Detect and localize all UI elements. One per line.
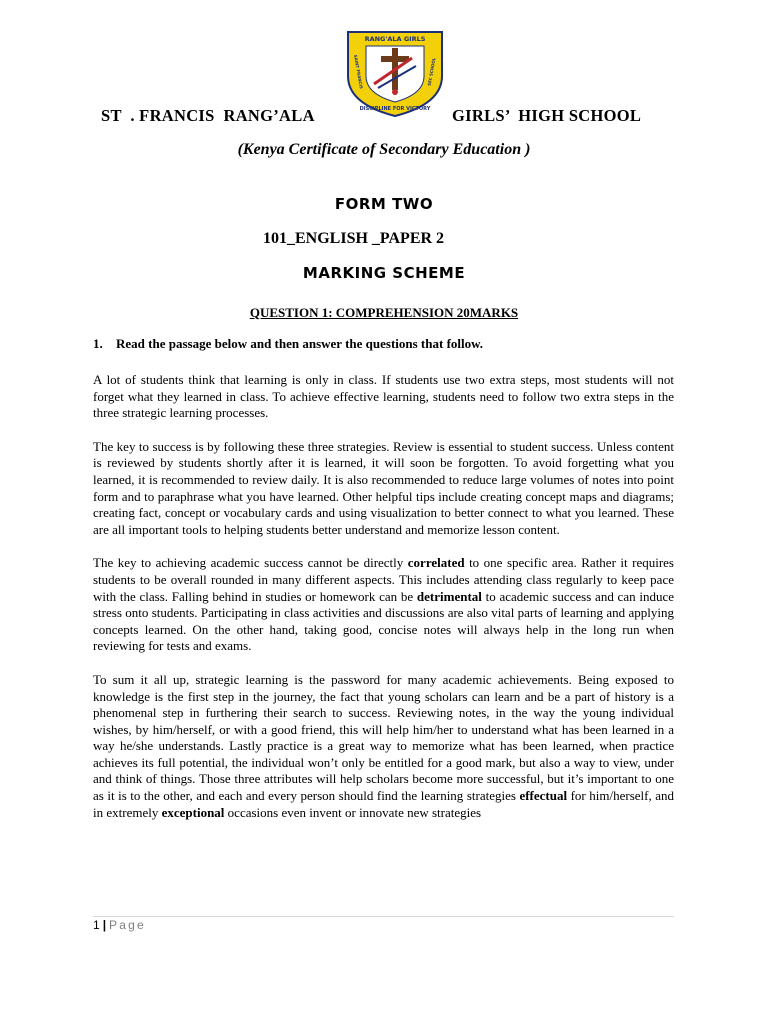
paper-title: 101_ENGLISH _PAPER 2 — [263, 230, 445, 247]
question-heading: QUESTION 1: COMPREHENSION 20MARKS — [249, 305, 519, 320]
crest-left-text: SAINT FRANCIS — [353, 54, 364, 90]
instruction — [93, 336, 483, 352]
p4-text-b: for him/herself, and in extremely — [93, 788, 675, 820]
page-label: Page — [109, 918, 146, 932]
instruction-number: 1. — [93, 336, 103, 351]
passage-paragraph-1: A lot of students think that learning is only in class. If students use two extra steps, most students will not forget what they learned in class. To achieve effective learning, students need to follow two extra steps in the three strategic learning processes. — [93, 372, 674, 421]
bold-word-correlated: correlated — [407, 555, 465, 571]
bold-word-detrimental: detrimental — [416, 588, 482, 604]
form-title: FORM TWO — [334, 195, 434, 213]
crest-top-text: RANG'ALA GIRLS — [364, 35, 426, 43]
p3-text-a: The key to achieving academic success cannot be directly — [93, 555, 408, 571]
passage-paragraph-4 — [93, 672, 674, 821]
p4-text-a: To sum it all up, strategic learning is the password for many academic achievements. Being exposed to knowledge is the first step in the journey, the fact that young scholars can learn and be a part of history is a phenomenal step in furthering their search to success. Reviewing notes, in the way the young individual wishes, by him/herself, or with a good friend, this will help him/her to understand what has been learned in a way he/she understands. Lastly practice is a great way to memorize what has been learned, when practice achieves its full potential, the individual won’t only be entitled for a good mark, but also a way to view, under and think of things. Those three attributes will help scholars become more successful, but it’s important to one as it is to the other, and each and every person should find the learning strategies — [93, 671, 674, 804]
exam-subtitle: (Kenya Certificate of Secondary Education ) — [237, 141, 531, 158]
page-number: 1 — [93, 918, 100, 932]
marking-scheme-title: MARKING SCHEME — [302, 264, 466, 282]
school-name-left: ST . FRANCIS RANG’ALA — [101, 106, 315, 125]
crest-motto: DISCIPLINE FOR VICTORY — [359, 106, 431, 112]
school-name-right: GIRLS’ HIGH SCHOOL — [452, 106, 642, 125]
page-footer — [93, 918, 146, 932]
footer-separator: | — [102, 918, 107, 932]
school-crest-logo — [340, 26, 450, 118]
bold-word-effectual: effectual — [519, 788, 568, 804]
crest-right-text: SEC SCHOOL — [426, 57, 437, 87]
p4-text-c: occasions even invent or innovate new strategies — [224, 804, 482, 820]
p3-text-b: to one specific area. Rather it requires students to be overall rounded in many different aspects. This includes attending class regularly to keep pace with the class. Falling behind in studies or homework can be — [93, 555, 674, 604]
bold-word-exceptional: exceptional — [161, 804, 225, 820]
footer-divider — [93, 916, 674, 917]
passage — [93, 372, 674, 838]
passage-paragraph-2: The key to success is by following these three strategies. Review is essential to student success. Unless content is reviewed by students shortly after it is learned, it will soon be forgotten. To avoid forgetting what you learned, it is recommended to review daily. It is also recommended to reduce large volumes of notes into point form and to paraphrase what you have learned. Other helpful tips include creating concept maps and diagrams; creating fact, concept or vocabulary cards and using visualization to better connect to what you learned. These are all important tools to helping students better understand and memorize lesson content. — [93, 438, 674, 537]
instruction-text: Read the passage below and then answer the questions that follow. — [116, 336, 484, 351]
p3-text-c: to academic success and can induce stress onto students. Participating in class activities and discussions are also vital parts of learning and applying concepts learned. On the other hand, taking good, concise notes will always help in the long run when reviewing for tests and exams. — [93, 588, 674, 654]
passage-paragraph-3 — [93, 555, 674, 655]
